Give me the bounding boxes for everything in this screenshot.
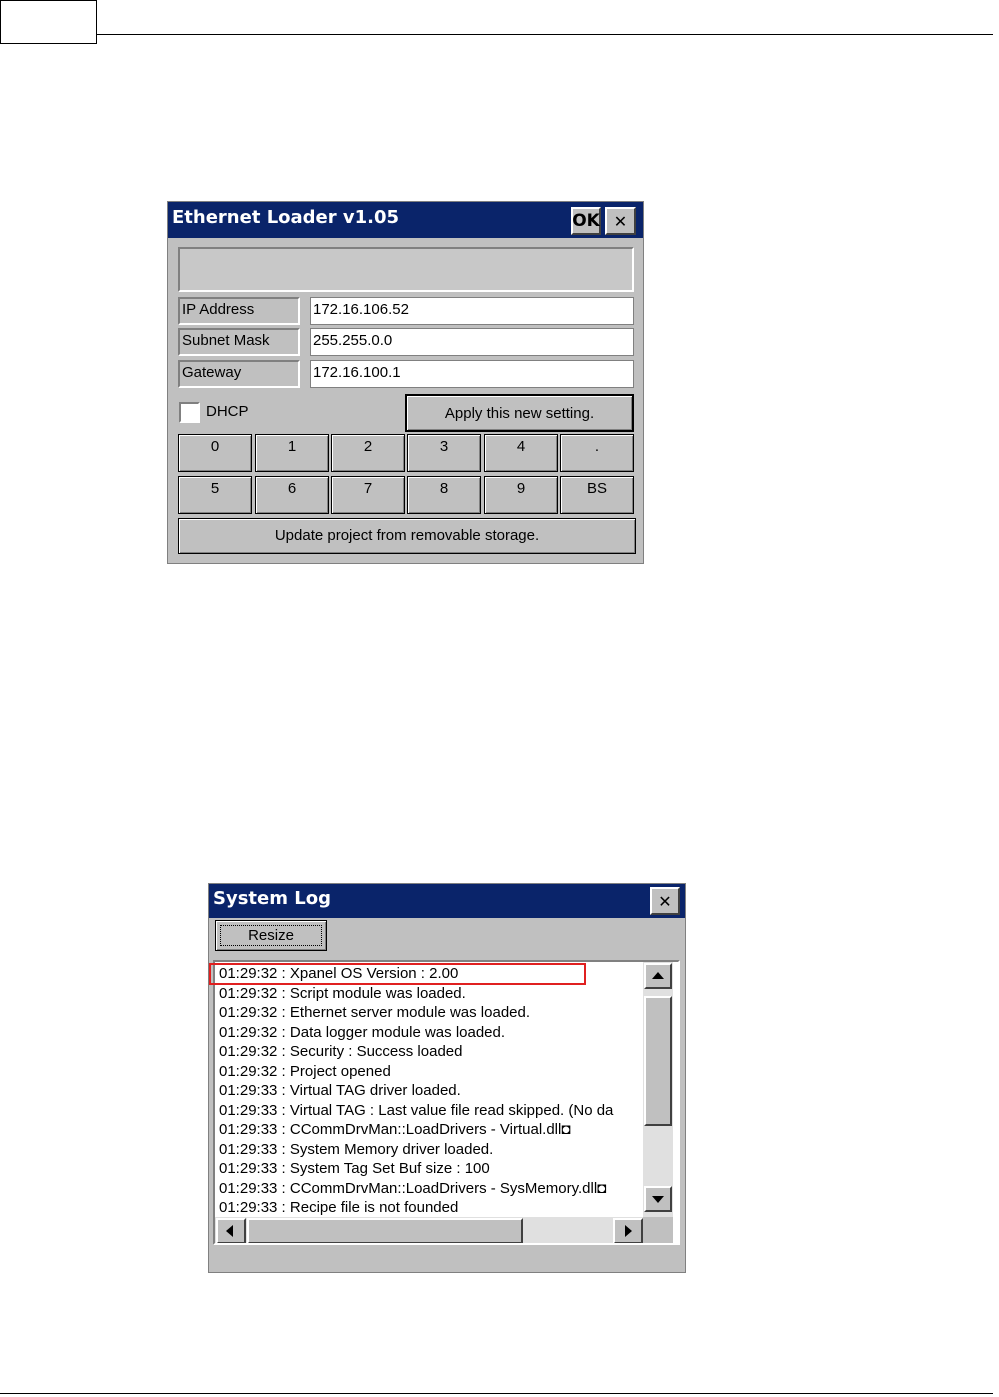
horizontal-scroll-thumb[interactable] — [247, 1218, 523, 1244]
scroll-down-button[interactable] — [644, 1186, 672, 1212]
window-title: System Log — [213, 888, 331, 909]
log-line: 01:29:32 : Xpanel OS Version : 2.00 — [219, 965, 459, 982]
log-line: 01:29:32 : Security : Success loaded — [219, 1043, 463, 1060]
subnet-mask-label: Subnet Mask — [178, 328, 300, 356]
key-dot[interactable]: . — [560, 434, 634, 472]
ip-address-label: IP Address — [178, 297, 300, 325]
log-line: 01:29:33 : System Memory driver loaded. — [219, 1140, 494, 1158]
dhcp-checkbox[interactable] — [179, 402, 200, 423]
log-line: 01:29:33 : Virtual TAG driver loaded. — [219, 1082, 461, 1099]
log-line: 01:29:32 : Ethernet server module was loaded. — [219, 1004, 531, 1021]
log-line: 01:29:32 : Project opened — [219, 1062, 391, 1080]
arrow-left-icon — [226, 1225, 233, 1237]
key-3[interactable]: 3 — [407, 434, 481, 472]
highlight-box — [209, 963, 586, 985]
scroll-up-button[interactable] — [644, 963, 672, 989]
apply-setting-button[interactable]: Apply this new setting. — [405, 394, 634, 432]
page-header-box — [0, 0, 97, 44]
ok-button[interactable]: OK — [571, 207, 601, 235]
log-line: 01:29:33 : CCommDrvMan::LoadDrivers - SysMemory.dll◘ — [219, 1179, 607, 1197]
log-line: 01:29:33 : System Tag Set Buf size : 100 — [219, 1160, 490, 1177]
key-0[interactable]: 0 — [178, 434, 252, 472]
log-line: 01:29:32 : Data logger module was loaded. — [219, 1023, 506, 1041]
arrow-down-icon — [652, 1196, 664, 1203]
gateway-label: Gateway — [178, 360, 300, 388]
horizontal-scrollbar[interactable] — [215, 1217, 643, 1245]
key-8[interactable]: 8 — [407, 476, 481, 514]
scroll-left-button[interactable] — [216, 1218, 246, 1244]
key-1[interactable]: 1 — [255, 434, 329, 472]
update-project-button[interactable]: Update project from removable storage. — [178, 518, 636, 554]
log-lines — [215, 964, 643, 1219]
resize-label: Resize — [248, 927, 294, 944]
vertical-scroll-thumb[interactable] — [644, 996, 672, 1126]
page-header-rule — [97, 34, 993, 35]
dhcp-label: DHCP — [206, 403, 249, 420]
key-6[interactable]: 6 — [255, 476, 329, 514]
log-line: 01:29:33 : Recipe file is not founded — [219, 1199, 459, 1216]
gateway-field[interactable]: 172.16.100.1 — [310, 360, 634, 388]
arrow-up-icon — [652, 972, 664, 979]
ip-address-field[interactable]: 172.16.106.52 — [310, 297, 634, 325]
scroll-right-button[interactable] — [613, 1218, 643, 1244]
close-icon[interactable]: ✕ — [650, 887, 680, 915]
system-log-titlebar — [209, 884, 685, 918]
close-icon[interactable]: ✕ — [605, 207, 636, 235]
key-2[interactable]: 2 — [331, 434, 405, 472]
key-4[interactable]: 4 — [484, 434, 558, 472]
scrollbar-corner — [643, 1217, 673, 1245]
subnet-mask-field[interactable]: 255.255.0.0 — [310, 328, 634, 356]
page-footer-rule — [0, 1393, 993, 1394]
key-5[interactable]: 5 — [178, 476, 252, 514]
ethernet-loader-titlebar — [168, 202, 643, 238]
log-line: 01:29:33 : Virtual TAG : Last value file read skipped. (No da — [219, 1101, 614, 1119]
log-pane — [213, 960, 680, 1245]
system-log-window — [208, 883, 686, 1273]
resize-button[interactable] — [215, 920, 327, 951]
vertical-scrollbar[interactable] — [643, 962, 673, 1217]
key-9[interactable]: 9 — [484, 476, 558, 514]
ethernet-loader-window — [167, 201, 644, 564]
arrow-right-icon — [625, 1225, 632, 1237]
log-line: 01:29:32 : Script module was loaded. — [219, 984, 466, 1002]
status-display — [178, 247, 634, 292]
log-line: 01:29:33 : CCommDrvMan::LoadDrivers - Virtual.dll◘ — [219, 1121, 571, 1138]
key-backspace[interactable]: BS — [560, 476, 634, 514]
key-7[interactable]: 7 — [331, 476, 405, 514]
resize-button-focus — [220, 925, 322, 946]
window-title: Ethernet Loader v1.05 — [172, 207, 400, 228]
